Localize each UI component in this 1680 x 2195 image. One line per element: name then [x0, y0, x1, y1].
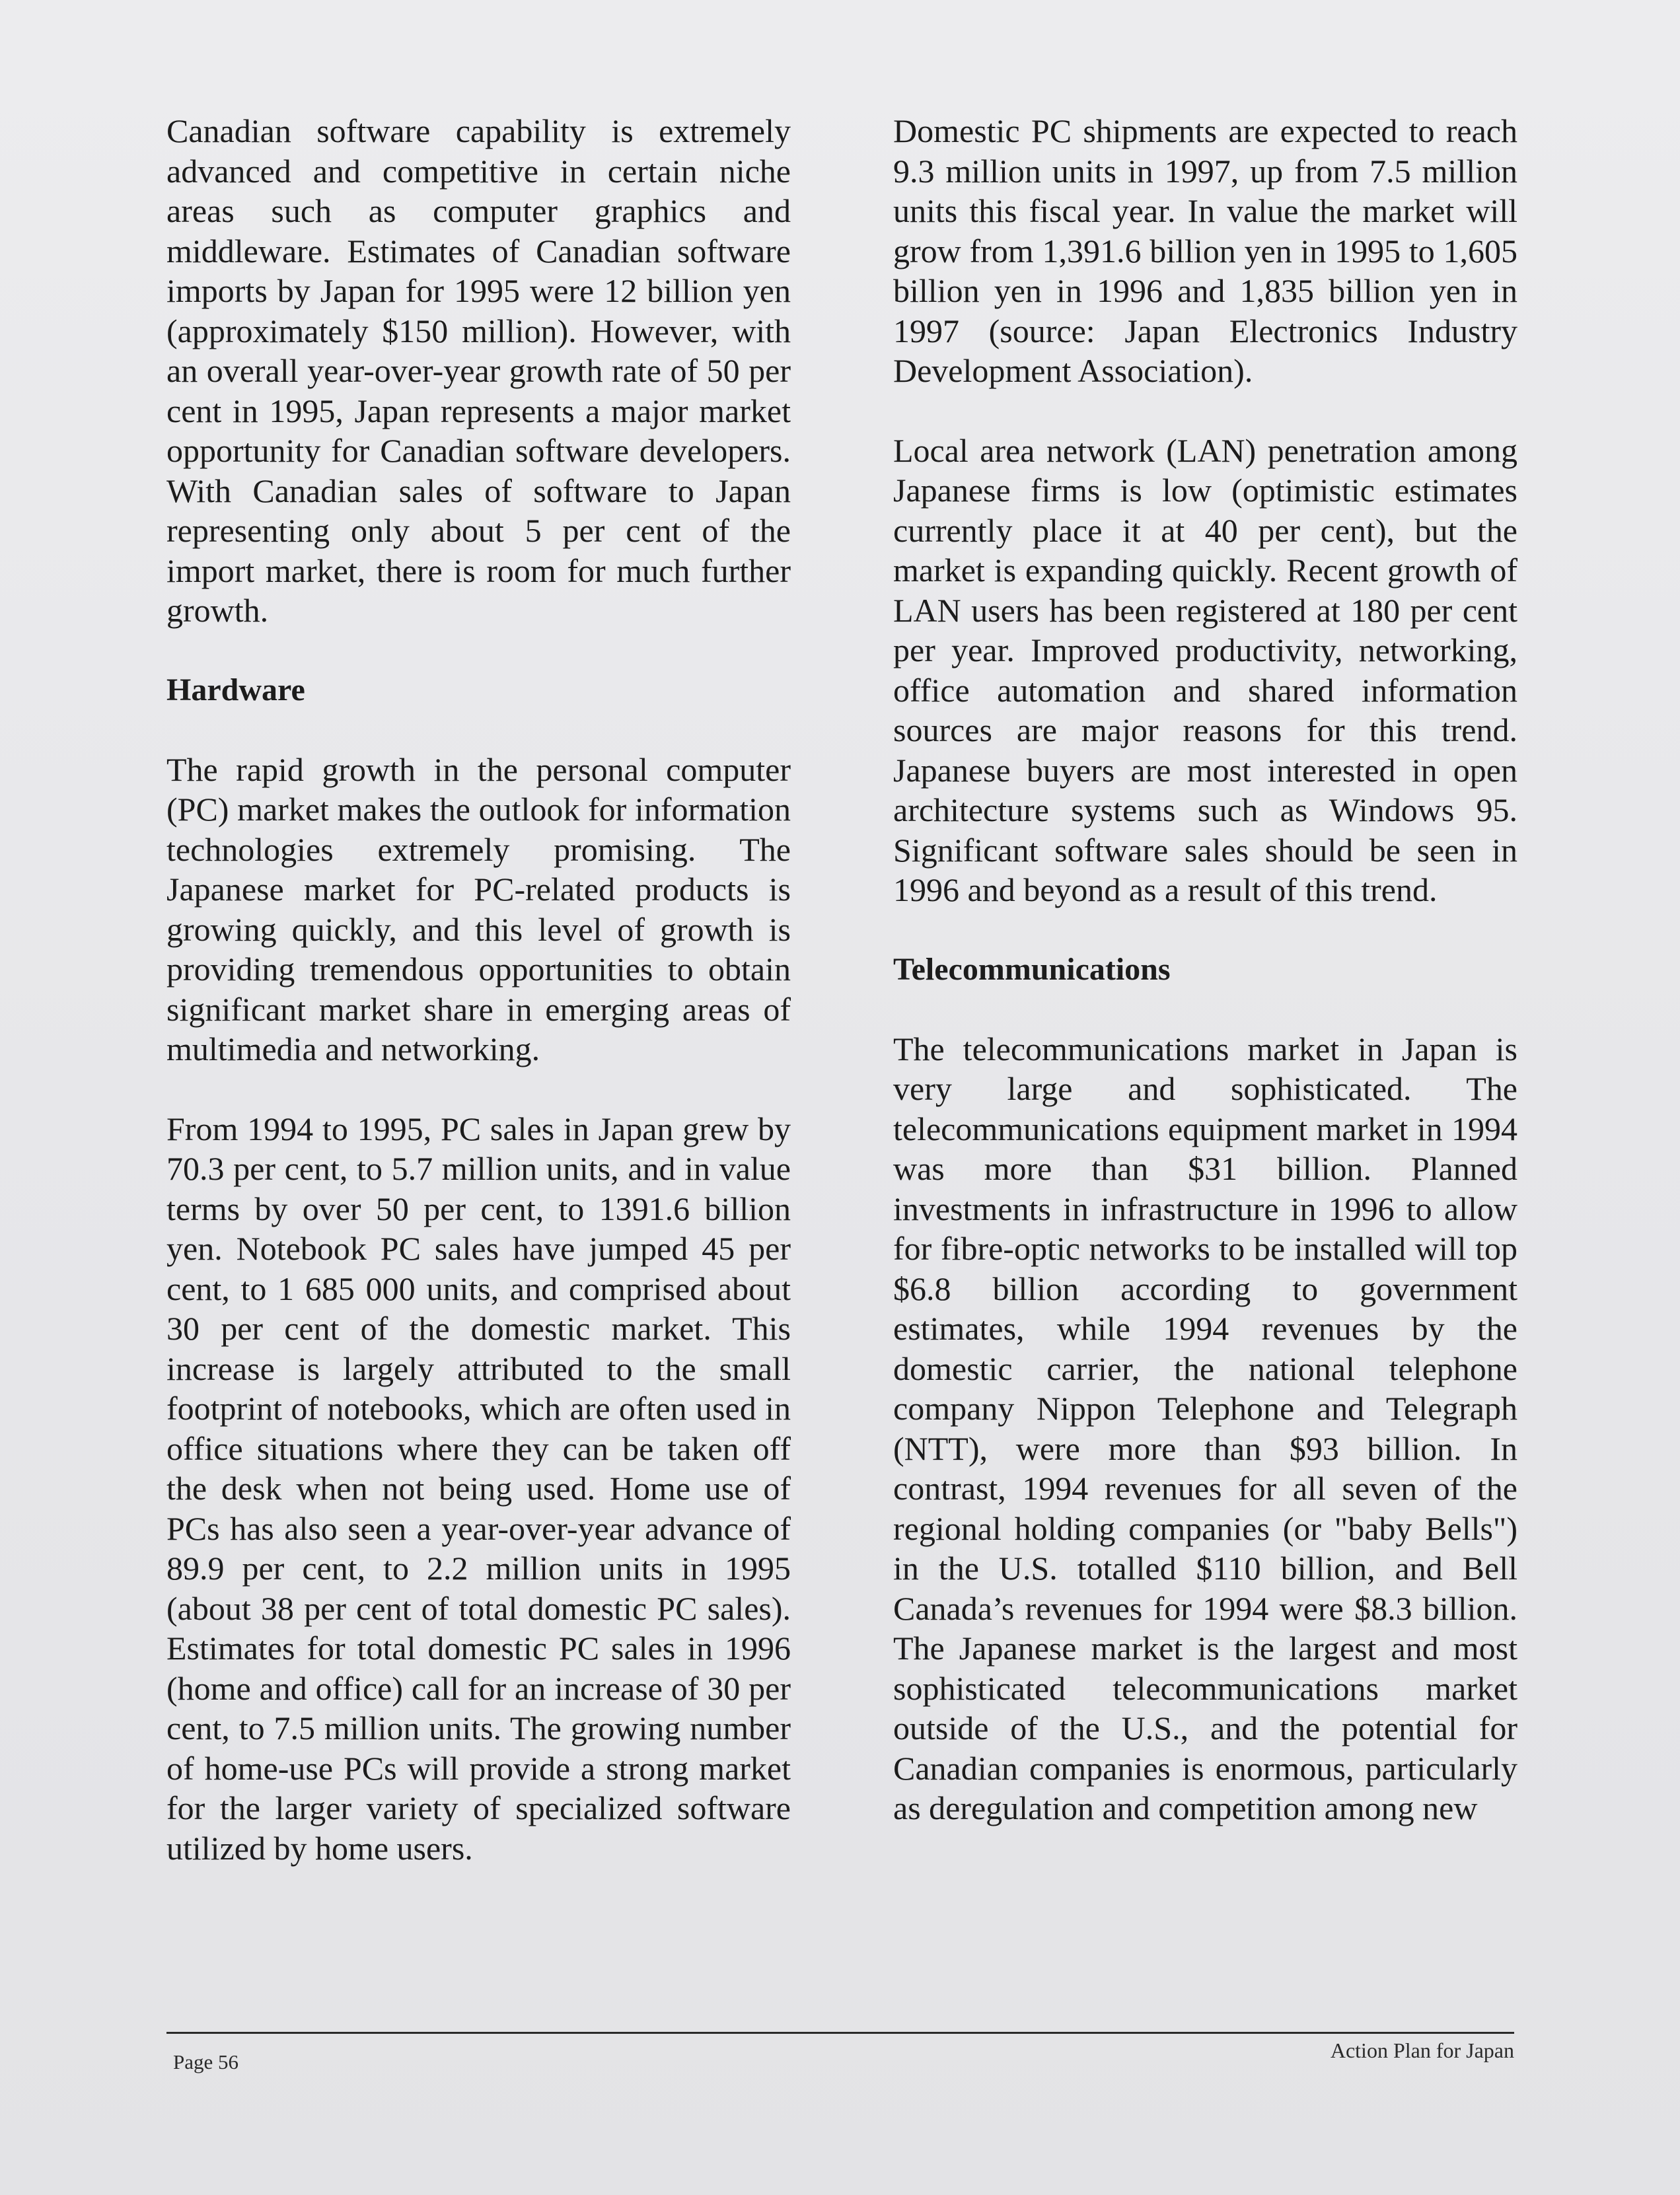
- paragraph-pc-shipments: Domestic PC shipments are expected to reach 9.3 million units in 1997, up from 7.5 million units this fiscal year. In value the market will grow from 1,391.6 billion yen in 1995 to 1,605 billion yen in 1996 and 1,835 billion yen in 1997 (source: Japan Electronics Industry Development Association).: [893, 112, 1517, 389]
- paragraph-lan-penetration: Local area network (LAN) penetration among Japanese firms is low (optimistic estimates currently place it at 40 per cent), but the market is expanding quickly. Recent growth of LAN users has been registered at 180 per cent per year. Improved productivity, networking, office automation and shared information sources are major reasons for this trend. Japanese buyers are most interested in open architecture systems such as Windows 95. Significant software sales should be seen in 1996 and beyond as a result of this trend.: [893, 431, 1517, 908]
- paragraph-pc-market-growth: The rapid growth in the personal computer (PC) market makes the outlook for information technologies extremely promising. The Japanese market for PC-related products is growing quickly, and this level of growth is providing tremendous opportunities to obtain significant market share in emerging areas of multimedia and networking.: [166, 750, 791, 1067]
- paragraph-pc-sales-statistics: From 1994 to 1995, PC sales in Japan grew by 70.3 per cent, to 5.7 million units, and in value terms by over 50 per cent, to 1391.6 billion yen. Notebook PC sales have jumped 45 per cent, to 1 685 000 units, and comprised about 30 per cent of the domestic market. This increase is largely attributed to the small footprint of notebooks, which are often used in office situations where they can be taken off the desk when not being used. Home use of PCs has also seen a year-over-year advance of 89.9 per cent, to 2.2 million units in 1995 (about 38 per cent of total domestic PC sales). Estimates for total domestic PC sales in 1996 (home and office) call for an increase of 30 per cent, to 7.5 million units. The growing number of home-use PCs will provide a strong market for the larger variety of specialized software utilized by home users.: [166, 1110, 791, 1867]
- document-title: Action Plan for Japan: [1330, 2038, 1514, 2062]
- right-column: [893, 111, 1517, 1828]
- section-heading-hardware: Hardware: [166, 672, 305, 707]
- paragraph-software-capability: Canadian software capability is extremely advanced and competitive in certain niche areas such as computer graphics and middleware. Estimates of Canadian software imports by Japan for 1995 were 12 billion yen (approximately $150 million). However, with an overall year-over-year growth rate of 50 per cent in 1995, Japan represents a major market opportunity for Canadian software developers. With Canadian sales of software to Japan representing only about 5 per cent of the import market, there is room for much further growth.: [166, 112, 791, 629]
- footer-divider: [166, 2032, 1514, 2034]
- page-number: Page 56: [173, 2050, 239, 2073]
- paragraph-telecom-market: The telecommunications market in Japan is very large and sophisticated. The telecommunications equipment market in 1994 was more than $31 billion. Planned investments in infrastructure in 1996 to allow for fibre-optic networks to be installed will top $6.8 billion according to government estimates, while 1994 revenues by the domestic carrier, the national telephone company Nippon Telephone and Telegraph (NTT), were more than $93 billion. In contrast, 1994 revenues for all seven of the regional holding companies (or "baby Bells") in the U.S. totalled $110 billion, and Bell Canada’s revenues for 1994 were $8.3 billion. The Japanese market is the largest and most sophisticated telecommunications market outside of the U.S., and the potential for Canadian companies is enormous, particularly as deregulation and competition among new: [893, 1030, 1517, 1826]
- section-heading-telecommunications: Telecommunications: [893, 951, 1171, 987]
- left-column: [166, 111, 791, 1868]
